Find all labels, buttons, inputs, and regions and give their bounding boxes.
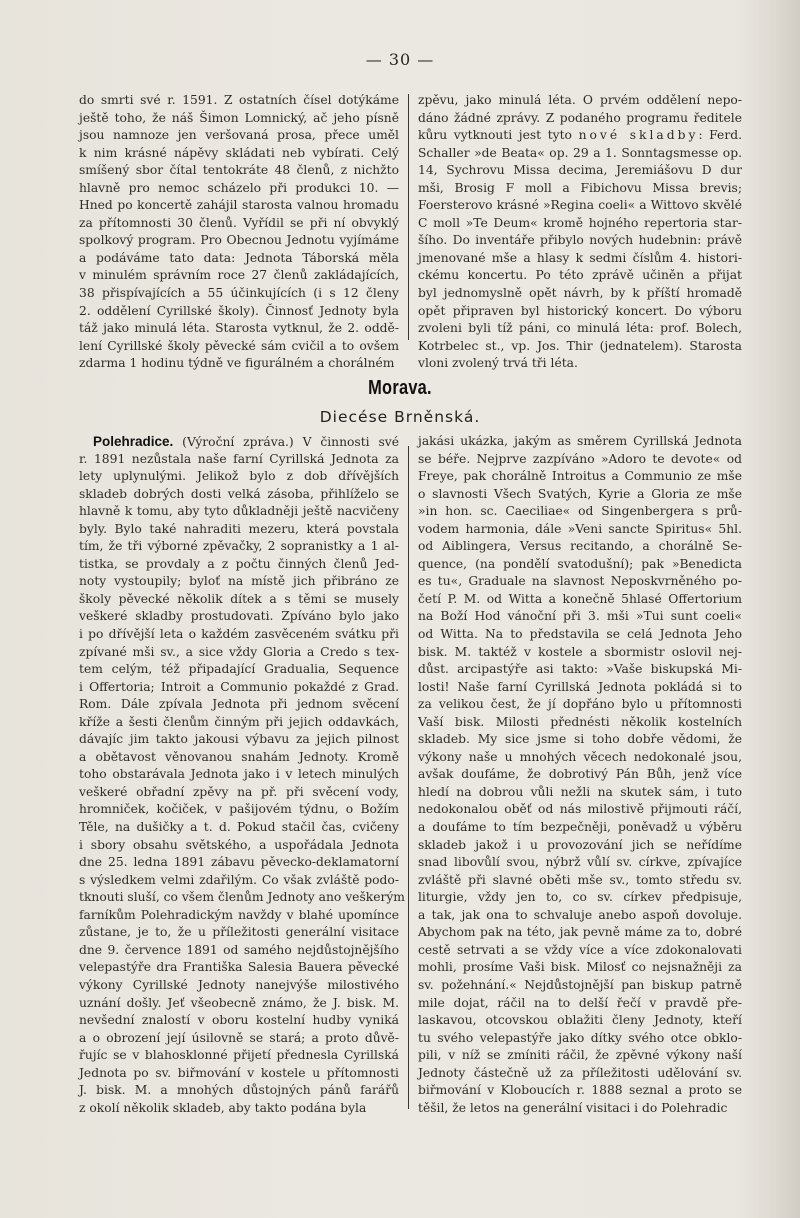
text-line: i po dřívější leta o každém zasvěceném svátku při	[79, 627, 399, 642]
text-line: hromniček, kočiček, v pašijovém týdnu, o Božím	[79, 802, 399, 817]
text-line: dáno žádné zprávy. Z podaného programu ředitele	[418, 110, 742, 125]
text-line: spolkový program. Pro Obecnou Jednotu vyjímáme	[79, 233, 399, 248]
text-line: táž jako minulá léta. Starosta vytknul, že 2. oddě-	[79, 321, 399, 336]
text-line: dne 25. ledna 1891 zábavu pěvecko-deklamatorní	[79, 855, 399, 870]
text-line: skladeb dobrých dosti velká zásoba, přihlíželo se	[79, 486, 399, 501]
page-number: — 30 —	[365, 50, 435, 69]
text-line: hlavně k tomu, aby tyto důkladněji ještě nacvičeny	[79, 504, 399, 519]
text-line: vloni zvolený trvá tři léta.	[418, 356, 578, 371]
text-line: do smrti své r. 1591. Z ostatních čísel dotýkáme	[79, 93, 399, 107]
text-line: vodem harmonia, dále »Veni sancte Spiritus« 5hl.	[418, 521, 742, 536]
text-line: z okolí několik skladeb, aby takto podána byla	[79, 1100, 367, 1115]
text-line: a doufáme to tím bezpečněji, poněvadž u výběru	[418, 820, 742, 835]
text-line: zpívané mši sv., a sice vždy Gloria a Credo s tex-	[79, 644, 399, 659]
text-line: velepastýře dra Františka Salesia Bauera pěvecké	[79, 960, 399, 975]
text-line: četí P. M. od Witta a konečně 5hlasé Offertorium	[418, 591, 742, 606]
text-line: 2. oddělení Cyrillské školy). Činnosť Jednoty byla	[79, 303, 399, 318]
text-line: v minulém správním roce 27 členů zakládajících,	[79, 268, 399, 283]
text-line: smíšený sbor čítal tentokráte 48 členů, z nichžto	[79, 163, 399, 178]
text-line: lení Cyrillské školy pěvecké sám cvičil a to ovšem	[79, 338, 399, 353]
text-line: na Boží Hod vánoční při 3. mši »Tui sunt coeli«	[418, 609, 742, 624]
text-line: farníkům Polehradickým navždy v blahé upomínce	[79, 907, 399, 922]
text-line: veškeré obřadní zpěvy na př. při svěcení vody,	[79, 784, 399, 799]
text-line: »in hon. sc. Caeciliae« od Singenbergera s prů-	[418, 504, 742, 519]
text-line: uznání došly. Jeť všeobecně známo, že J. bisk. M.	[79, 995, 399, 1010]
text-line: o slavnosti Všech Svatých, Kyrie a Gloria ze mše	[418, 486, 742, 501]
text-line: lety uplynulými. Jelikož bylo z dob dřívějších	[79, 469, 399, 484]
text-line: se béře. Nejprve zazpíváno »Adoro te devote« od	[418, 451, 742, 466]
text-line: Freye, pak chorálně Introitus a Communio ze mše	[418, 469, 742, 484]
text-line: sv. požehnání.« Nejdůstojnější pan biskup patrně	[418, 977, 742, 992]
text-line: výkony Cyrillské Jednoty nanejvýše milostivého	[79, 977, 399, 992]
column-divider-top	[408, 94, 409, 340]
text-line: od Witta. Na to představila se celá Jednota Jeho	[418, 627, 742, 642]
text-line: jakási ukázka, jakým as směrem Cyrillská Jednota	[418, 434, 742, 448]
text-line: snad libovůlí svou, nýbrž vůlí sv. církve, zpívajíce	[418, 855, 742, 870]
text-line: mile dojat, ráčil na to delší řečí v pravdě pře-	[418, 995, 742, 1010]
text-line: bisk. M. taktéž v kostele a sbormistr oslovil nej-	[418, 644, 742, 659]
text-line: mši, Brosig F moll a Fibichovu Missa brevis;	[418, 180, 742, 195]
text-line: zůstane, je to, že u příležitosti generální visitace	[79, 925, 399, 940]
text-line: hledí na dobrou vůli nežli na skutek sám, i tuto	[418, 784, 742, 799]
emphasized-text: nové skladby	[578, 128, 699, 143]
text-line: Schaller »de Beata« op. 29 a 1. Sonntagsmesse op.	[418, 145, 742, 160]
text-line: šího. Do inventáře přibylo nových hudebnin: právě	[418, 233, 742, 248]
top-left-column	[79, 92, 399, 373]
text-line: Vaší bisk. Milosti přednésti několik kostelních	[418, 714, 742, 729]
text-line: kůru vytknouti jest tyto nové skladby: Ferd.	[418, 128, 742, 143]
text-line: byly. Bylo také nahraditi mezeru, která povstala	[79, 521, 399, 536]
text-line: mohli, prosíme Vaši bisk. Milosť co nejsnažněji za	[418, 960, 742, 975]
section-subtitle: Diecése Brněnská.	[319, 408, 481, 426]
bottom-left-column	[79, 433, 405, 1117]
text-line: zpěvu, jako minulá léta. O prvém oddělení nepo-	[418, 93, 742, 107]
text-line: ckému koncertu. Po této zprávě učiněn a přijat	[418, 268, 742, 283]
text-line: r. 1891 nezůstala naše farní Cyrillská Jednota za	[79, 451, 399, 466]
text-line: zvláště při slavné oběti mše sv., tomto středu sv.	[418, 872, 742, 887]
text-line: s výsledkem velmi zdařilým. Co však zvláště podo-	[79, 872, 399, 887]
text-line: a tak, jak ona to schvaluje anebo aspoň dovoluje.	[418, 907, 742, 922]
text-line: těšil, že letos na generální visitaci i do Polehradic	[418, 1100, 728, 1115]
text-line: Foersterovo krásné »Regina coeli« a Wittovo skvělé	[418, 198, 742, 213]
text-line: byl jednomyslně opět návrh, by k příští hromadě	[418, 286, 742, 301]
text-line: důst. arcipastýře asi takto: »Vaše biskupská Mi-	[418, 662, 742, 677]
text-line: dávajíc jim takto jakousi výbavu za jejich pilnost	[79, 732, 399, 747]
text-line: losti! Naše farní Cyrillská Jednota pokládá si to	[418, 679, 742, 694]
text-line: od Aiblingera, Versus recitando, a chorálně Se-	[418, 539, 742, 554]
text-line: liturgie, vždy jen to, co sv. církev předpisuje,	[418, 890, 742, 905]
text-line: a podáváme tato data: Jednota Táborská měla	[79, 250, 399, 265]
text-line: nevšední znalostí v oboru kostelní hudby vyniká	[79, 1013, 399, 1028]
text-line: noty vystoupily; byloť na místě jich přibráno ze	[79, 574, 399, 589]
text-line: tu svého velepastýře jako dítky svého otce obklo-	[418, 1030, 742, 1045]
text-line: tistka, se provdaly a z počtu činných členů Jed-	[79, 556, 399, 571]
text-line: tem celým, též připadající Gradualia, Sequence	[79, 662, 399, 677]
text-line: Těle, na dušičky a t. d. Pokud stačil čas, cvičeny	[79, 820, 399, 835]
text-line: Kotrbelec st., vp. Jos. Thir (jednatelem). Starosta	[418, 338, 742, 353]
text-line: jmenované mše a hlasy k sedmi číslům 4. histori-	[418, 250, 742, 265]
text-line: Jednota po sv. biřmování v kostele u přítomnosti	[79, 1065, 399, 1080]
text-line: i Offertoria; Introit a Communio pokaždé z Grad.	[79, 679, 399, 694]
text-line: zdarma 1 hodinu týdně ve figurálném a chorálném	[79, 356, 395, 371]
text-line: Jednoty částečně už za příležitosti udělování sv.	[418, 1065, 742, 1080]
text-line: i sbory obsahu světského, a uspořádala Jednota	[79, 837, 399, 852]
text-line: toho obstarávala Jednota jako i v letech minulých	[79, 767, 399, 782]
text-line: nedokonalou oběť od nás milostivě přijmouti ráčí,	[418, 802, 742, 817]
text-line: zvoleni byli tíž páni, co minulá léta: prof. Bolech,	[418, 321, 742, 336]
text-line: 14, Sychrovu Missa decima, Jeremiášovu D dur	[418, 163, 742, 178]
text-line: tím, že tři výborné zpěvačky, 2 sopranistky a 1 al-	[79, 539, 399, 554]
text-line: avšak doufáme, že dobrotivý Pán Bůh, jenž více	[418, 767, 742, 782]
text-line: skladeb. My sice jsme si toho dobře vědomi, že	[418, 732, 742, 747]
text-line: Abychom pak na této, jak pevně máme za to, dobré	[418, 925, 742, 940]
text-line: veškeré skladby prostudovati. Zpíváno bylo jako	[79, 609, 399, 624]
text-line: Hned po koncertě zahájil starosta valnou hromadu	[79, 198, 399, 213]
text-line: jsou namnoze jen veršovaná prosa, přece uměl	[79, 128, 399, 143]
text-line: Polehradice. (Výroční zpráva.) V činnosti své	[93, 434, 399, 449]
text-line: Rom. Dále zpívala Jednota při jednom svěcení	[79, 697, 399, 712]
text-line: ještě toho, že náš Šimon Lomnický, ač jeho písně	[79, 110, 399, 125]
text-line: za přítomnosti 30 členů. Vyřídil se při ní obvyklý	[79, 215, 399, 230]
text-line: a o obrození její úsilovně se stará; a proto důvě-	[79, 1030, 399, 1045]
text-line: es tu«, Graduale na slavnost Neposkvrněného po-	[418, 574, 742, 589]
column-divider-bottom	[408, 446, 409, 1109]
text-line: pili, v níž se zmíniti ráčil, že zpěvné výkony naší	[418, 1048, 742, 1063]
text-line: 38 přispívajících a 55 účinkujících (i s 12 členy	[79, 286, 399, 301]
text-line: skladeb jakož i u provozování jich se neřídíme	[418, 837, 742, 852]
text-line: tknouti sluší, co všem členům Jednoty ano veškerým	[79, 890, 405, 905]
lead-word: Polehradice.	[93, 434, 174, 449]
top-right-column	[418, 92, 742, 373]
bottom-right-column	[418, 433, 742, 1117]
text-line: řujíc se v blahosklonné přijetí přednesla Cyrillská	[79, 1048, 399, 1063]
text-line: a obětavost věnovanou snahám Jednoty. Kromě	[79, 749, 399, 764]
text-line: školy pěvecké několik dítek a s těmi se musely	[79, 591, 399, 606]
text-line: za velikou čest, že jí dopřáno bylo u přítomnosti	[418, 697, 742, 712]
text-line: biřmování v Kloboucích r. 1888 seznal a proto se	[418, 1083, 742, 1098]
text-line: C moll »Te Deum« kromě hojného repertoria star-	[418, 215, 742, 230]
text-line: hlavně pro nemoc scházelo při produkci 10. —	[79, 180, 399, 195]
text-line: kříže a šesti členům činným při jejich oddavkách,	[79, 714, 399, 729]
text-line: laskavou, otcovskou oblažiti členy Jednoty, kteří	[418, 1013, 742, 1028]
text-line: výkony naše u mnohých věcech nedokonalé jsou,	[418, 749, 742, 764]
text-line: quence, (na pondělí svatodušní); pak »Benedicta	[418, 556, 742, 571]
section-title: Morava.	[368, 377, 432, 399]
text-line: opět připraven byl historický koncert. Do výboru	[418, 303, 742, 318]
text-line: k nim krásné nápěvy skládati neb vybírati. Celý	[79, 145, 399, 160]
text-line: J. bisk. M. a mnohých důstojných pánů farářů	[79, 1083, 399, 1098]
text-line: cestě setrvati a se vždy více a více zdokonalovati	[418, 942, 742, 957]
text-line: dne 9. července 1891 od samého nejdůstojnějšího	[79, 942, 399, 957]
